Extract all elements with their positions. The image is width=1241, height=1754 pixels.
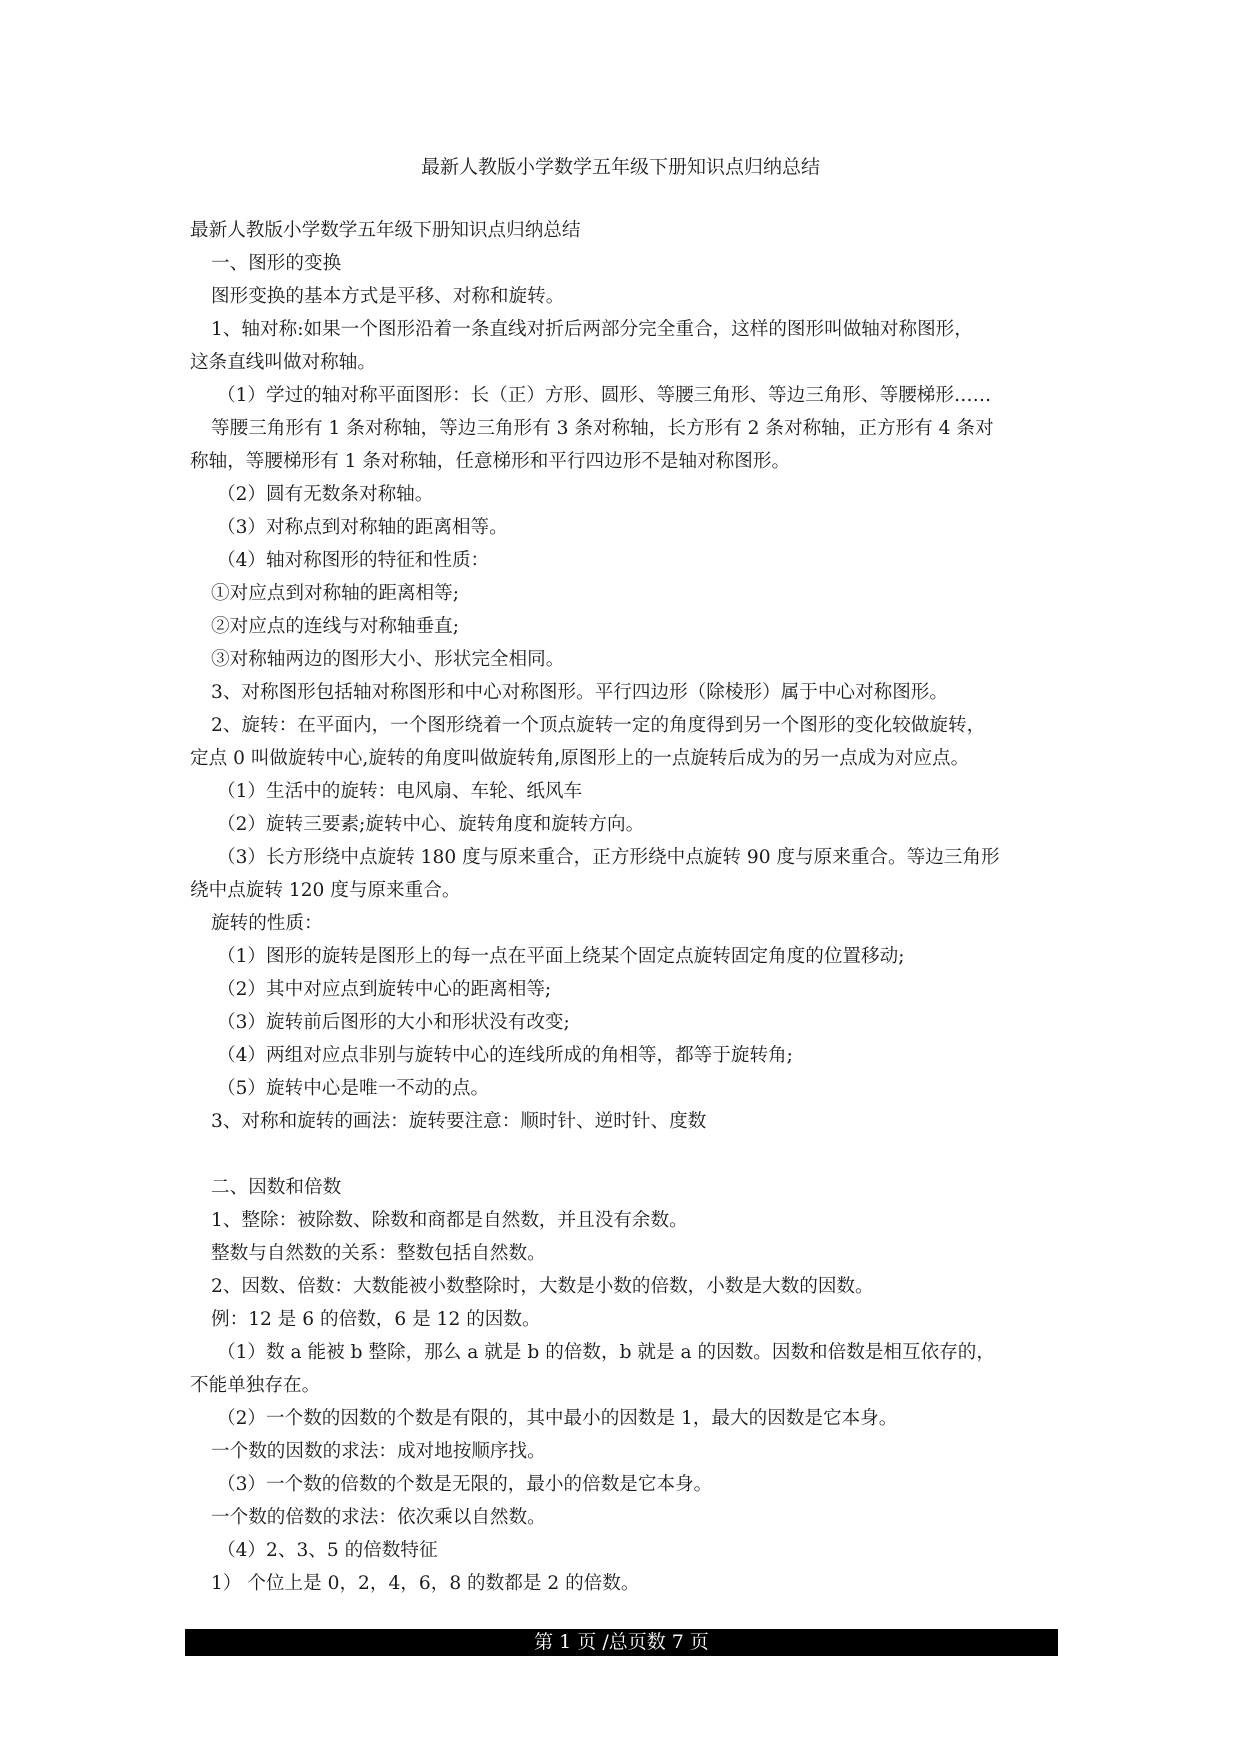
list-item: （1）图形的旋转是图形上的每一点在平面上绕某个固定点旋转固定角度的位置移动;	[217, 946, 905, 967]
section-spacer	[190, 1138, 1070, 1171]
paragraph-line: （2）旋转三要素;旋转中心、旋转角度和旋转方向。	[217, 814, 645, 835]
paragraph-line: （1）数 a 能被 b 整除，那么 a 就是 b 的倍数，b 就是 a 的因数。因数和倍数是相互依存的，	[217, 1342, 995, 1363]
paragraph-line: 不能单独存在。	[190, 1375, 321, 1396]
paragraph-line: （3）长方形绕中点旋转 180 度与原来重合，正方形绕中点旋转 90 度与原来重合。等边三角形	[217, 847, 1000, 868]
paragraph-line: （4）轴对称图形的特征和性质：	[217, 550, 490, 571]
paragraph-line: （2）圆有无数条对称轴。	[217, 484, 434, 505]
paragraph-line: （3）对称点到对称轴的距离相等。	[217, 517, 508, 538]
paragraph-line: 3、对称和旋转的画法：旋转要注意：顺时针、逆时针、度数	[211, 1111, 707, 1132]
list-item: ①对应点到对称轴的距离相等;	[211, 583, 459, 604]
paragraph-line: （2）一个数的因数的个数是有限的，其中最小的因数是 1，最大的因数是它本身。	[217, 1408, 898, 1429]
section-heading: 一、图形的变换	[211, 253, 342, 274]
doc-heading: 最新人教版小学数学五年级下册知识点归纳总结	[190, 220, 581, 241]
list-item: （4）两组对应点非别与旋转中心的连线所成的角相等，都等于旋转角;	[217, 1045, 793, 1066]
paragraph-line: 1、整除：被除数、除数和商都是自然数，并且没有余数。	[211, 1210, 688, 1231]
page-title: 最新人教版小学数学五年级下册知识点归纳总结	[420, 156, 820, 178]
paragraph-line: 2、旋转：在平面内，一个图形绕着一个顶点旋转一定的角度得到另一个图形的变化较做旋转，	[211, 715, 986, 736]
section-heading: 二、因数和倍数	[211, 1177, 342, 1198]
paragraph-line: 1） 个位上是 0，2，4，6，8 的数都是 2 的倍数。	[211, 1573, 640, 1594]
paragraph-line: 这条直线叫做对称轴。	[190, 352, 376, 373]
paragraph-line: 绕中点旋转 120 度与原来重合。	[190, 880, 461, 901]
paragraph-line: （1）生活中的旋转：电风扇、车轮、纸风车	[217, 781, 583, 802]
document-body	[190, 214, 1070, 1600]
paragraph-line: 旋转的性质：	[211, 913, 323, 934]
list-item: （2）其中对应点到旋转中心的距离相等;	[217, 979, 552, 1000]
page-footer: 第 1 页 /总页数 7 页	[185, 1629, 1058, 1656]
paragraph-line: 例：12 是 6 的倍数，6 是 12 的因数。	[211, 1309, 541, 1330]
paragraph-line: 一个数的因数的求法：成对地按顺序找。	[211, 1441, 546, 1462]
paragraph-line: 定点 0 叫做旋转中心,旋转的角度叫做旋转角,原图形上的一点旋转后成为的另一点成为对应点。	[190, 748, 970, 769]
paragraph-line: （4）2、3、5 的倍数特征	[217, 1540, 438, 1561]
paragraph-line: 等腰三角形有 1 条对称轴，等边三角形有 3 条对称轴，长方形有 2 条对称轴，正方形有 4 条对	[211, 418, 994, 439]
paragraph-line: 1、轴对称:如果一个图形沿着一条直线对折后两部分完全重合，这样的图形叫做轴对称图形，	[211, 319, 973, 340]
paragraph-line: （1）学过的轴对称平面图形：长（正）方形、圆形、等腰三角形、等边三角形、等腰梯形……	[217, 385, 992, 406]
paragraph-line: 图形变换的基本方式是平移、对称和旋转。	[211, 286, 565, 307]
paragraph-line: 2、因数、倍数：大数能被小数整除时，大数是小数的倍数，小数是大数的因数。	[211, 1276, 874, 1297]
list-item: ③对称轴两边的图形大小、形状完全相同。	[211, 649, 565, 670]
paragraph-line: 称轴，等腰梯形有 1 条对称轴，任意梯形和平行四边形不是轴对称图形。	[190, 451, 791, 472]
paragraph-line: （3）一个数的倍数的个数是无限的，最小的倍数是它本身。	[217, 1474, 713, 1495]
paragraph-line: 3、对称图形包括轴对称图形和中心对称图形。平行四边形（除棱形）属于中心对称图形。	[211, 682, 948, 703]
list-item: （5）旋转中心是唯一不动的点。	[217, 1078, 490, 1099]
paragraph-line: 整数与自然数的关系：整数包括自然数。	[211, 1243, 546, 1264]
list-item: ②对应点的连线与对称轴垂直;	[211, 616, 459, 637]
paragraph-line: 一个数的倍数的求法：依次乘以自然数。	[211, 1507, 546, 1528]
list-item: （3）旋转前后图形的大小和形状没有改变;	[217, 1012, 570, 1033]
